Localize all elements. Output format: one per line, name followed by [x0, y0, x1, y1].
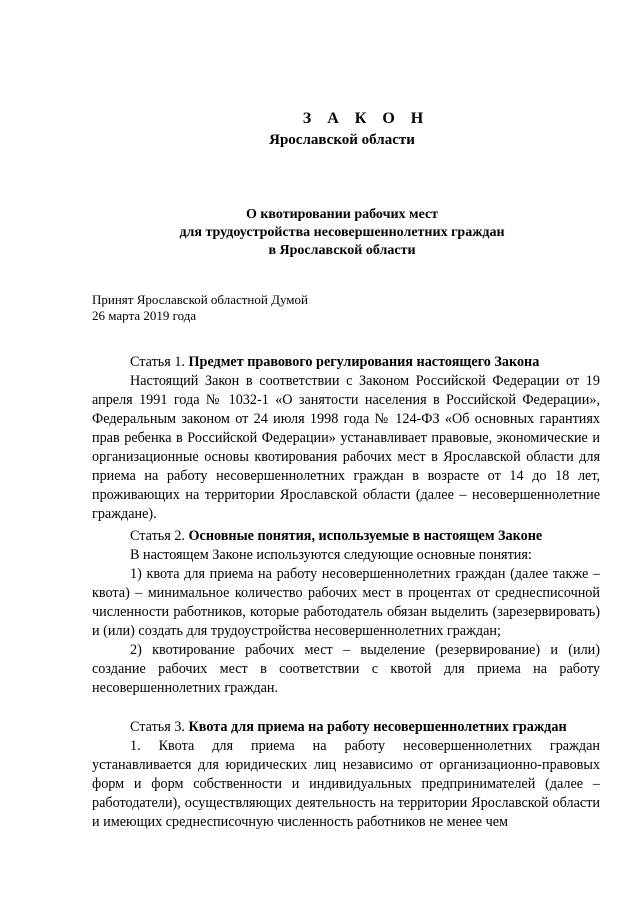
article-1	[92, 353, 600, 524]
article-paragraph: 1. Квота для приема на работу несовершеннолетних граждан устанавливается для юридических лиц независимо от организационно-правовых форм и форм собственности и индивидуальных предпринимателей (далее – работодатели), осуществляющих деятельность на территории Ярославской области и имеющих среднесписочную численность работников не менее чем	[92, 738, 600, 830]
article-paragraph: В настоящем Законе используются следующие основные понятия:	[130, 547, 532, 563]
article-paragraph: 1) квота для приема на работу несовершеннолетних граждан (далее также – квота) – минимальное количество рабочих мест в процентах от среднесписочной численности работников, которые работодатель обязан выделить (зарезервировать) и (или) создать для трудоустройства несовершеннолетних граждан;	[92, 566, 600, 639]
adopted-date: 26 марта 2019 года	[92, 308, 197, 323]
article-title: Предмет правового регулирования настоящего Закона	[188, 354, 540, 370]
article-paragraph: 2) квотирование рабочих мест – выделение (резервирование) и (или) создание рабочих мест в соответствии с квотой для приема на работу несовершеннолетних граждан.	[92, 642, 600, 696]
adopted-by: Принят Ярославской областной Думой	[92, 292, 308, 307]
article-number: Статья 1.	[130, 354, 185, 370]
law-subtitle-line: в Ярославской области	[268, 243, 416, 258]
law-subtitle-line: О квотировании рабочих мест	[245, 207, 439, 222]
document-type-title: З А К О Н	[302, 110, 430, 127]
region-title: Ярославской области	[269, 132, 415, 148]
article-number: Статья 3.	[130, 719, 185, 735]
article-title: Квота для приема на работу несовершеннолетних граждан	[188, 719, 567, 735]
article-heading	[92, 353, 600, 372]
article-number: Статья 2.	[130, 528, 185, 544]
article-2	[92, 527, 600, 698]
law-subtitle-line: для трудоустройства несовершеннолетних граждан	[179, 225, 505, 240]
article-title: Основные понятия, используемые в настоящем Законе	[188, 528, 543, 544]
article-heading	[92, 718, 600, 737]
article-3	[92, 718, 600, 832]
article-heading	[92, 527, 600, 546]
article-paragraph: Настоящий Закон в соответствии с Законом Российской Федерации от 19 апреля 1991 года № 1032-1 «О занятости населения в Российской Федерации», Федеральным законом от 24 июля 1998 года № 124-ФЗ «Об основных гарантиях прав ребенка в Российской Федерации» устанавливает правовые, экономические и организационные основы квотирования рабочих мест в Ярославской области для приема на работу несовершеннолетних граждан в возрасте от 14 до 18 лет, проживающих на территории Ярославской области (далее – несовершеннолетние граждане).	[92, 373, 600, 522]
